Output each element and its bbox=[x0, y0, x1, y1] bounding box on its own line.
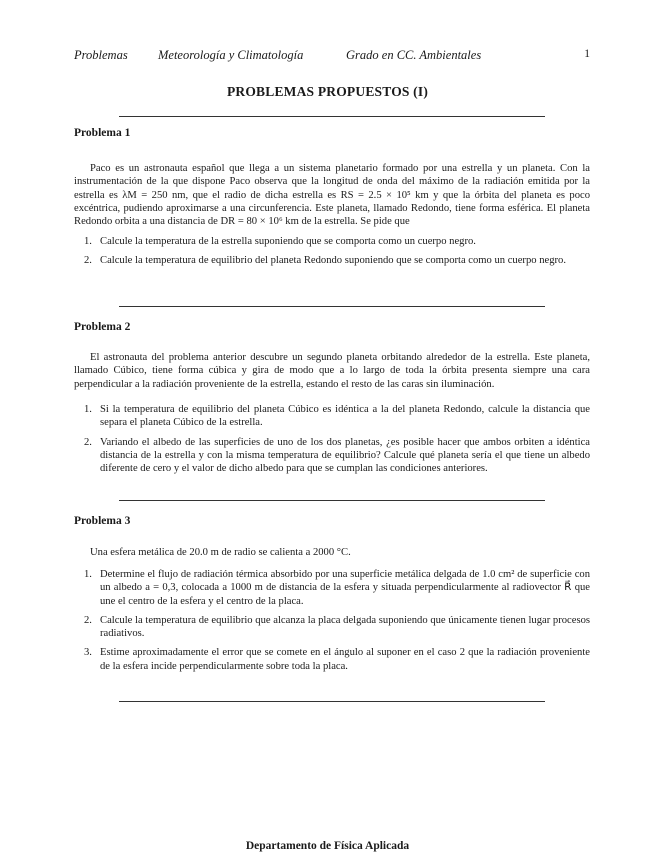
page-title: PROBLEMAS PROPUESTOS (I) bbox=[226, 84, 429, 99]
header-degree: Grado en CC. Ambientales bbox=[346, 48, 482, 62]
question-text: Determine el flujo de radiación térmica absorbido por una superficie metálica delgada de 1.0 cm² de superficie con un albedo a = 0,3, colocada a 1000 m de distancia de la esfera y situada perpendicularmente al radiovector R⃗ que une el centro de la esfera y el centro de la placa. bbox=[100, 569, 590, 607]
divider-rule bbox=[119, 500, 545, 501]
question-item bbox=[74, 614, 590, 641]
question-number: 2. bbox=[84, 436, 92, 448]
question-item bbox=[74, 403, 590, 430]
problem-question-list bbox=[74, 568, 590, 673]
problem-intro: Paco es un astronauta español que llega a un sistema planetario formado por una estrella y un planeta. Con la instrumentación de la que dispone Paco observa que la longitud de onda del máximo de la radiación emitida por la estrella es λM = 250 nm, que el radio de dicha estrella es RS = 2.5 × 10⁵ km y que la órbita del planeta es poco excéntrica, pudiendo aproximarse a una circunferencia. Este planeta, llamado Redondo, tiene forma esférica. El planeta Redondo orbita a una distancia de DR = 80 × 10⁶ km de la estrella. Se pide que bbox=[74, 163, 590, 228]
question-item bbox=[74, 568, 590, 608]
question-item bbox=[74, 254, 590, 267]
divider-rule bbox=[119, 701, 545, 702]
question-text: Variando el albedo de las superficies de uno de los dos planetas, ¿es posible hacer que ambos orbiten a idéntica distancia de la estrella y con la misma temperatura de equilibrio? Calcule qué planeta sería el que tiene un albedo diferente de cero y el valor de dicho albedo para que se cumplan las condiciones anteriores. bbox=[100, 436, 590, 475]
question-number: 1. bbox=[84, 236, 92, 247]
page-number: 1 bbox=[584, 48, 590, 60]
question-text: Si la temperatura de equilibrio del planeta Cúbico es idéntica a la del planeta Redondo, calcule la distancia que separa el planeta Cúbico de la estrella. bbox=[100, 404, 590, 429]
problem-intro: El astronauta del problema anterior descubre un segundo planeta orbitando alrededor de la estrella. Este planeta, llamado Cúbico, tiene forma cúbica y gira de modo que a lo largo de toda la órbita presenta siempre una cara perpendicular a la radiación proveniente de la estrella, estando el resto de las caras sin iluminación. bbox=[74, 352, 590, 390]
header-course-type: Problemas bbox=[74, 48, 128, 62]
question-number: 2. bbox=[84, 255, 92, 267]
running-header bbox=[74, 48, 590, 64]
problem-2 bbox=[74, 321, 590, 475]
problem-3 bbox=[74, 515, 590, 672]
divider-rule bbox=[119, 306, 545, 307]
question-item bbox=[74, 436, 590, 476]
problem-question-list bbox=[74, 403, 590, 475]
question-number: 2. bbox=[84, 614, 92, 626]
question-text: Calcule la temperatura de equilibrio del planeta Redondo suponiendo que se comporta como un cuerpo negro. bbox=[100, 255, 566, 267]
problem-intro: Una esfera metálica de 20.0 m de radio se calienta a 2000 °C. bbox=[90, 547, 351, 558]
question-text: Estime aproximadamente el error que se comete en el ángulo al suponer en el caso 2 que la radiación proveniente de la esfera incide perpendicularmente sobre toda la placa. bbox=[100, 647, 590, 672]
divider-rule bbox=[119, 116, 545, 117]
question-number: 1. bbox=[84, 404, 92, 415]
question-text: Calcule la temperatura de la estrella suponiendo que se comporta como un cuerpo negro. bbox=[100, 236, 476, 247]
question-number: 3. bbox=[84, 647, 92, 659]
question-item bbox=[74, 646, 590, 673]
problem-heading: Problema 3 bbox=[74, 515, 131, 527]
problem-question-list bbox=[74, 235, 590, 268]
problem-heading: Problema 1 bbox=[74, 127, 131, 139]
question-number: 1. bbox=[84, 569, 92, 580]
problem-heading: Problema 2 bbox=[74, 321, 131, 333]
problem-1 bbox=[74, 127, 590, 267]
question-item bbox=[74, 235, 590, 248]
header-subject: Meteorología y Climatología bbox=[158, 48, 304, 62]
page-footer: Departamento de Física Aplicada bbox=[245, 840, 410, 852]
question-text: Calcule la temperatura de equilibrio que alcanza la placa delgada suponiendo que únicamente tienen lugar procesos radiativos. bbox=[100, 614, 590, 640]
